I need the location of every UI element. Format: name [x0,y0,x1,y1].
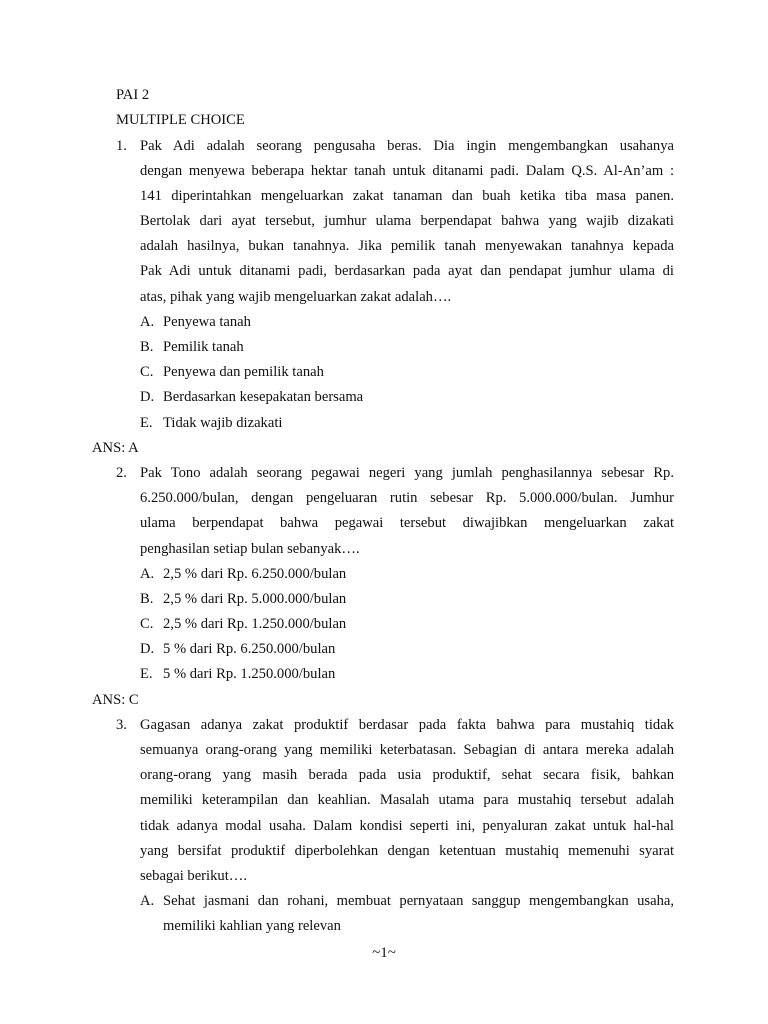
question-text-line: 141 diperintahkan mengeluarkan zakat tanaman dan buah ketika tiba masa panen. [140,188,674,204]
option-text: Tidak wajib dizakati [163,415,283,431]
option-text: 5 % dari Rp. 6.250.000/bulan [163,641,336,657]
option-letter: D. [140,389,155,405]
option-text: 2,5 % dari Rp. 6.250.000/bulan [163,566,347,582]
answer-key: ANS: C [92,692,139,708]
question-text-line: Pak Adi adalah seorang pengusaha beras. Dia ingin mengembangkan usahanya [140,138,674,154]
option-text: memiliki kahlian yang relevan [163,918,341,934]
option-letter: A. [140,566,155,582]
document-title: PAI 2 [116,87,150,103]
option-letter: A. [140,893,155,909]
option-text: Berdasarkan kesepakatan bersama [163,389,364,405]
question-text-line: semuanya orang-orang yang memiliki keterbatasan. Sebagian di antara mereka adalah [140,742,674,758]
option-text: 2,5 % dari Rp. 5.000.000/bulan [163,591,347,607]
question-text-line: Bertolak dari ayat tersebut, jumhur ulama berpendapat bahwa yang wajib dizakati [140,213,674,229]
option-letter: C. [140,364,154,380]
option-letter: C. [140,616,154,632]
option-text: Sehat jasmani dan rohani, membuat pernyataan sanggup mengembangkan usaha, [163,893,674,909]
question-text-line: penghasilan setiap bulan sebanyak…. [140,541,360,557]
question-text-line: Pak Adi untuk ditanami padi, berdasarkan pada ayat dan pendapat jumhur ulama di [140,263,674,279]
option-text: 2,5 % dari Rp. 1.250.000/bulan [163,616,347,632]
question-number: 2. [116,465,127,481]
option-letter: E. [140,415,153,431]
option-letter: A. [140,314,155,330]
question-text-line: sebagai berikut…. [140,868,247,884]
option-text: Penyewa tanah [163,314,251,330]
option-letter: B. [140,339,154,355]
option-letter: D. [140,641,155,657]
option-letter: E. [140,666,153,682]
question-text-line: adalah hasilnya, bukan tanahnya. Jika pemilik tanah menyewakan tanahnya kepada [140,238,674,254]
question-number: 3. [116,717,127,733]
question-text-line: dengan menyewa beberapa hektar tanah untuk ditanami padi. Dalam Q.S. Al-An’am : [140,163,674,179]
question-text-line: Pak Tono adalah seorang pegawai negeri yang jumlah penghasilannya sebesar Rp. [140,465,674,481]
option-text: Penyewa dan pemilik tanah [163,364,324,380]
question-number: 1. [116,138,127,154]
question-text-line: memiliki keterampilan dan keahlian. Masalah utama para mustahiq tersebut adalah [140,792,674,808]
question-text-line: yang bersifat produktif diperbolehkan dengan ketentuan mustahiq memenuhi syarat [140,843,674,859]
option-letter: B. [140,591,154,607]
option-text: Pemilik tanah [163,339,244,355]
question-text-line: ulama berpendapat bahwa pegawai tersebut diwajibkan mengeluarkan zakat [140,515,674,531]
question-text-line: tidak adanya modal usaha. Dalam kondisi seperti ini, penyaluran zakat untuk hal-hal [140,818,674,834]
page-number: ~1~ [372,945,396,961]
question-text-line: atas, pihak yang wajib mengeluarkan zakat adalah…. [140,289,452,305]
question-text-line: Gagasan adanya zakat produktif berdasar pada fakta bahwa para mustahiq tidak [140,717,674,733]
answer-key: ANS: A [92,440,139,456]
question-text-line: 6.250.000/bulan, dengan pengeluaran rutin sebesar Rp. 5.000.000/bulan. Jumhur [140,490,674,506]
question-text-line: orang-orang yang masih berada pada usia produktif, sehat secara fisik, bahkan [140,767,674,783]
section-heading: MULTIPLE CHOICE [116,112,245,128]
option-text: 5 % dari Rp. 1.250.000/bulan [163,666,336,682]
